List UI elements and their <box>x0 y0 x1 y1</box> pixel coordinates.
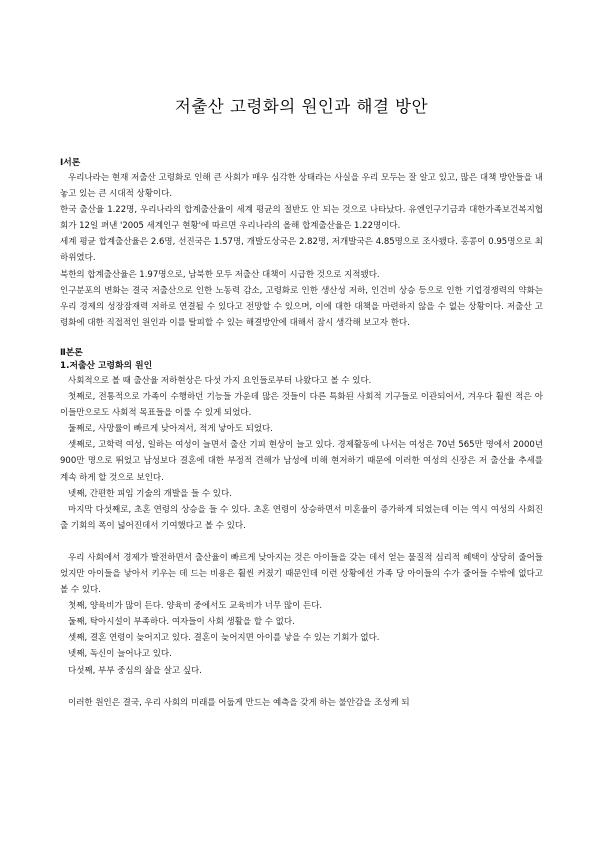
body-paragraph: 셋째로, 고학력 여성, 일하는 여성이 늘면서 출산 기피 현상이 늘고 있다. 경제활동에 나서는 여성은 70년 565만 명에서 2000년 900만 명으로 뛰었고 남성보다 결혼에 대한 부정적 견해가 남성에 비해 현저하기 때문에 이러한 여성의 신장은 저 출산율 추세를 계속 하게 할 것으로 보인다. <box>60 440 543 483</box>
body-paragraph: 넷째, 간편한 피임 기술의 개발을 들 수 있다. <box>68 488 232 499</box>
body-paragraph: 둘째로, 사망률이 빠르게 낮아져서, 적게 낳아도 되었다. <box>68 424 273 435</box>
document-title: 저출산 고령화의 원인과 해결 방안 <box>174 97 429 116</box>
intro-heading: Ⅰ서론 <box>60 158 81 168</box>
body-paragraph: 다섯째, 부부 중심의 삶을 살고 싶다. <box>68 665 202 676</box>
intro-section <box>60 157 543 331</box>
intro-paragraph: 세계 평균 합계출산율은 2.6명, 선진국은 1.57명, 개발도상국은 2.82명, 저개발국은 4.85명으로 조사됐다. 홍콩이 0.95명으로 최하위였다. <box>60 237 543 264</box>
intro-paragraph: 인구분포의 변화는 결국 저출산으로 인한 노동력 감소, 고령화로 인한 생산성 저하, 인건비 상승 등으로 인한 기업경쟁력의 약화는 우리 경제의 성장잠재력 저하로 연결될 수 있다고 전망할 수 있으며, 이에 대한 대책을 마련하지 않을 수 없는 상황이다. 저출산 고령화에 대한 직접적인 원인과 이를 탈피할 수 있는 해결방안에 대해서 잠시 생각해 보고자 한다. <box>60 285 543 328</box>
body-paragraph: 마지막 다섯째로, 초혼 연령의 상승을 들 수 있다. 초혼 연령이 상승하면서 미혼율이 증가하게 되었는데 이는 역시 여성의 사회진출 기회의 폭이 넓어진데서 기여했다고 볼 수 있다. <box>60 504 543 531</box>
body-subheading: 1.저출산 고령화의 원인 <box>60 360 153 371</box>
body-paragraph: 우리 사회에서 경제가 발전하면서 출산율이 빠르게 낮아지는 것은 아이들을 갖는 데서 얻는 물질적 심리적 혜택이 상당히 줄어들었지만 아이들을 낳아서 키우는 데 드는 비용은 훨씬 커졌기 때문인데 이런 상황에선 가족 당 아이들의 수가 줄어들 수밖에 없다고 볼 수 있다. <box>60 552 543 596</box>
body-heading: Ⅱ본론 <box>60 347 83 358</box>
body-paragraph: 첫째로, 전통적으로 가족이 수행하던 기능들 가운데 많은 것들이 다른 특화된 사회적 기구들로 이관되어서, 겨우다 훨씬 적은 아이들만으로도 사회적 목표들을 이룰 수 있게 되었다. <box>60 392 543 419</box>
body-section <box>60 347 543 711</box>
body-paragraph: 둘째, 탁아시설이 부족하다. 여자들이 사회 생활을 할 수 없다. <box>68 617 295 628</box>
intro-paragraph: 북한의 합계출산율은 1.97명으로, 남북한 모두 저출산 대책이 시급한 것으로 지적됐다. <box>60 269 380 280</box>
body-paragraph: 첫째, 양육비가 많이 든다. 양육비 중에서도 교육비가 너무 많이 든다. <box>68 601 323 612</box>
closing-paragraph: 이러한 원인은 결국, 우리 사회의 미래를 어둡게 만드는 예측을 갖게 하는 불안감을 조성케 되 <box>68 697 410 708</box>
body-paragraph: 사회적으로 볼 때 출산율 저하현상은 다섯 가지 요인들로부터 나왔다고 볼 수 있다. <box>68 375 372 386</box>
intro-paragraph: 우리나라는 현재 저출산 고령화로 인해 큰 사회가 매우 심각한 상태라는 사실을 우리 모두는 잘 알고 있고, 많은 대책 방안들을 내놓고 있는 큰 시대적 상황이다. <box>60 173 543 200</box>
body-paragraph: 넷째, 독신이 늘어나고 있다. <box>68 649 172 660</box>
intro-paragraph: 한국 출산율 1.22명, 우리나라의 합계출산율이 세계 평균의 절반도 안 되는 것으로 나타났다. 유엔인구기금과 대한가족보건복지협회가 12일 펴낸 '2005 세계인구 현황'에 따르면 우리나라의 올해 합계출산율은 1.22명이다. <box>60 205 543 232</box>
body-paragraph: 셋째, 결혼 연령이 늦어지고 있다. 결혼이 늦어지면 아이를 낳을 수 있는 기회가 없다. <box>68 633 380 644</box>
